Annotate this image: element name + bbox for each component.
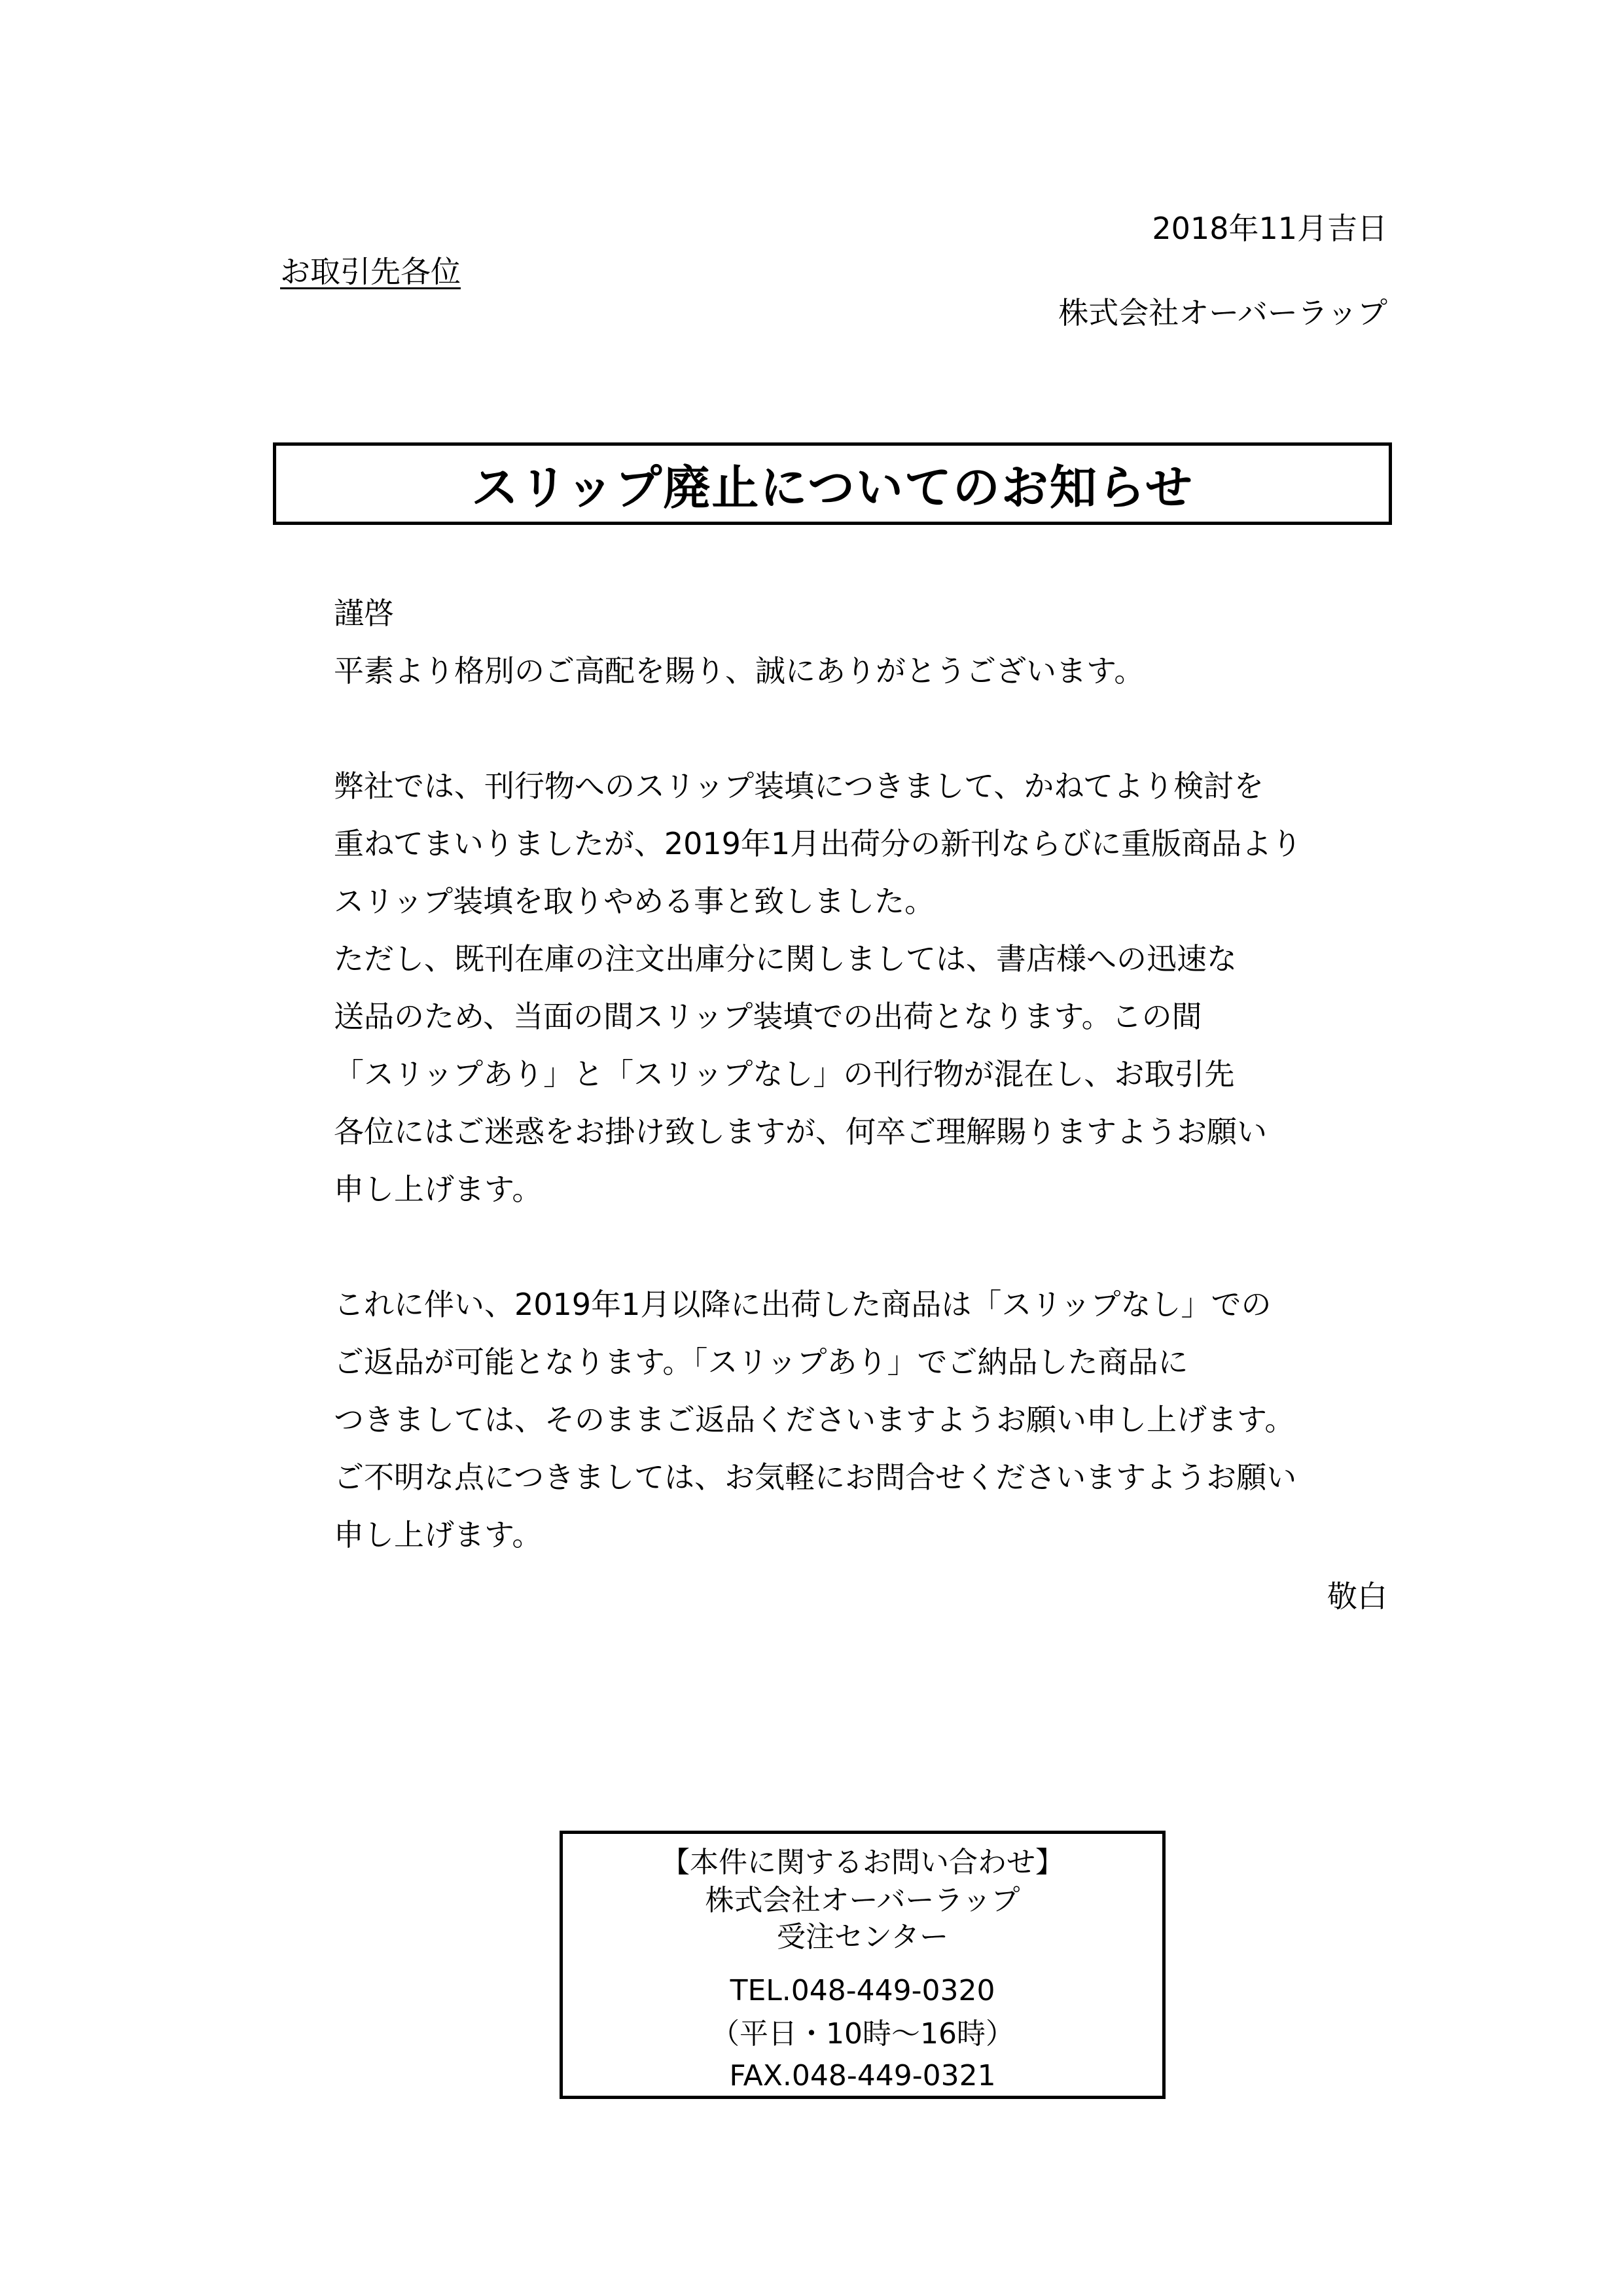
contact-fax: FAX.048-449-0321 xyxy=(729,2059,996,2092)
letter-body xyxy=(334,597,1394,1576)
body-line xyxy=(334,712,1394,770)
sender-company: 株式会社オーバーラップ xyxy=(1058,295,1387,331)
contact-box xyxy=(560,1831,1166,2099)
recipient: お取引先各位 xyxy=(280,254,461,289)
body-line: 申し上げます。 xyxy=(334,1517,543,1552)
body-line: スリップ装填を取りやめる事と致しました。 xyxy=(334,884,935,919)
body-line: ただし、既刊在庫の注文出庫分に関しましては、書店様への迅速な xyxy=(334,941,1237,977)
body-line: 弊社では、刊行物へのスリップ装填につきまして、かねてより検討を xyxy=(334,768,1264,804)
body-line: ご返品が可能となります。「スリップあり」でご納品した商品に xyxy=(334,1344,1188,1380)
body-line: 各位にはご迷惑をお掛け致しますが、何卒ご理解賜りますようお願い xyxy=(334,1114,1267,1149)
body-line: 送品のため、当面の間スリップ装填での出荷となります。この間 xyxy=(334,999,1202,1034)
body-line: ご不明な点につきましては、お気軽にお問合せくださいますようお願い xyxy=(334,1460,1297,1495)
body-line xyxy=(334,1230,1394,1288)
contact-heading: 【本件に関するお問い合わせ】 xyxy=(661,1846,1064,1879)
title-box xyxy=(273,442,1392,525)
body-line: これに伴い、2019年1月以降に出荷した商品は「スリップなし」での xyxy=(334,1287,1272,1322)
body-line: 「スリップあり」と「スリップなし」の刊行物が混在し、お取引先 xyxy=(334,1056,1235,1092)
closing-salutation: 敬白 xyxy=(1327,1579,1387,1614)
body-line: 平素より格別のご高配を賜り、誠にありがとうございます。 xyxy=(334,653,1145,689)
body-line: 謹啓 xyxy=(334,596,394,631)
document-date: 2018年11月吉日 xyxy=(1152,211,1387,246)
body-line: つきましては、そのままご返品くださいますようお願い申し上げます。 xyxy=(334,1402,1295,1437)
body-line: 重ねてまいりましたが、2019年1月出荷分の新刊ならびに重版商品より xyxy=(334,826,1302,861)
contact-tel: TEL.048-449-0320 xyxy=(730,1974,995,2007)
body-line: 申し上げます。 xyxy=(334,1172,543,1207)
contact-company: 株式会社オーバーラップ xyxy=(705,1884,1020,1917)
contact-hours: （平日・10時～16時） xyxy=(711,2017,1014,2051)
document-title: スリップ廃止についてのお知らせ xyxy=(471,460,1194,515)
contact-department: 受注センター xyxy=(776,1920,949,1954)
